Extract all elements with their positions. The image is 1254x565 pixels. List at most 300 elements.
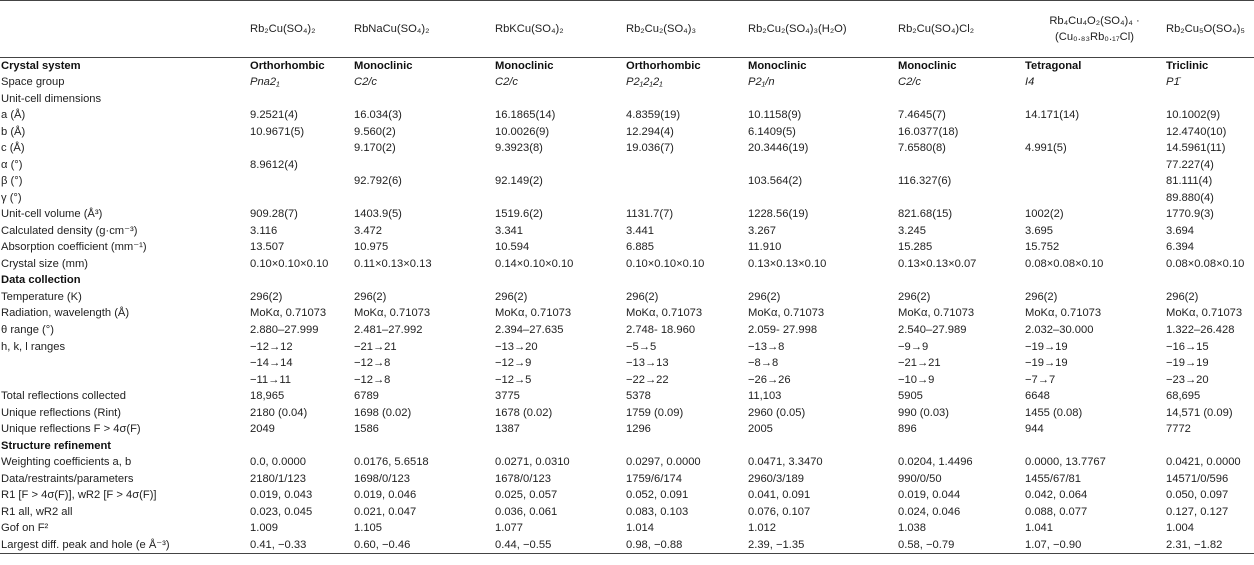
table-cell: 92.149(2) (495, 175, 543, 188)
table-cell: 1387 (495, 423, 520, 436)
table-cell: 4.8359(19) (626, 109, 681, 122)
table-cell: 0.0, 0.0000 (250, 456, 306, 469)
table-row (0, 388, 1254, 405)
table-cell (493, 273, 624, 290)
table-cell: P1̄ (1166, 76, 1180, 89)
table-cell: 16.1865(14) (495, 109, 556, 122)
table-cell: 0.083, 0.103 (626, 505, 689, 518)
table-cell: 0.10×0.10×0.10 (250, 257, 329, 270)
table-cell: 0.042, 0.064 (1025, 489, 1088, 502)
table-cell: 12.4740(10) (1166, 125, 1227, 138)
table-cell: 6.1409(5) (748, 125, 796, 138)
table-cell: 0.019, 0.046 (354, 489, 417, 502)
table-cell: 0.98, −0.88 (624, 537, 746, 554)
table-cell: 2.394–27.635 (495, 324, 564, 336)
table-row (0, 223, 1254, 240)
table-cell: Orthorhombic (250, 59, 325, 72)
table-cell: 14571/0/596 (1166, 472, 1229, 485)
table-cell: 0.088, 0.077 (1025, 505, 1088, 518)
table-cell: 296(2) (626, 290, 659, 303)
table-row (0, 108, 1254, 125)
table-cell: 2.748- 18.960 (626, 324, 696, 336)
table-cell: 81.111(4) (1166, 175, 1213, 188)
table-cell: 10.9671(5) (250, 125, 305, 138)
table-cell: 0.019, 0.044 (898, 489, 961, 502)
table-cell (746, 438, 896, 455)
row-label (0, 372, 240, 389)
table-cell: 944 (1025, 423, 1044, 436)
table-cell: 1296 (626, 423, 651, 436)
table-cell (1164, 273, 1254, 290)
table-cell: −9→9 (898, 340, 929, 353)
table-cell: 3.116 (250, 224, 278, 237)
table-cell: −19→19 (1025, 340, 1068, 353)
table-cell: 19.036(7) (626, 142, 674, 155)
table-cell: 6.394 (1166, 241, 1194, 254)
table-cell: C2/c (354, 76, 378, 89)
table-cell: 4.991(5) (1025, 142, 1067, 155)
table-cell: 3.341 (495, 224, 523, 237)
table-cell: 0.11×0.13×0.13 (354, 257, 432, 270)
table-cell (1023, 124, 1164, 141)
table-cell (624, 174, 746, 191)
table-cell: −13→8 (748, 340, 785, 353)
table-cell: −12→12 (250, 340, 293, 353)
column-header-rbnacu-so4-2: RbNaCu(SO₄)₂ (352, 1, 493, 58)
table-cell: 1455/67/81 (1025, 472, 1081, 485)
table-cell: 10.975 (354, 241, 389, 254)
table-cell: −16→15 (1166, 340, 1209, 353)
table-cell: 0.024, 0.046 (898, 505, 961, 518)
table-cell: 990/0/50 (898, 472, 942, 485)
table-cell: 296(2) (354, 290, 387, 303)
table-cell: 0.60, −0.46 (352, 537, 493, 554)
table-cell (1023, 438, 1164, 455)
row-label: Unique reflections (Rint) (1, 406, 122, 419)
table-cell (624, 273, 746, 290)
table-row (0, 256, 1254, 273)
table-cell (240, 174, 352, 191)
table-cell: 896 (898, 423, 917, 436)
table-cell (240, 141, 352, 158)
table-cell: −10→9 (898, 373, 935, 386)
table-cell: 0.10×0.10×0.10 (626, 257, 705, 270)
table-cell: Tetragonal (1025, 59, 1082, 72)
table-row (0, 289, 1254, 306)
table-cell: 2960/3/189 (748, 472, 804, 485)
table-cell: 1678/0/123 (495, 472, 551, 485)
row-label: β (°) (1, 175, 23, 188)
table-cell: Monoclinic (354, 59, 413, 72)
table-cell: 15.752 (1025, 241, 1060, 254)
row-label: Data/restraints/parameters (1, 472, 134, 485)
table-row (0, 537, 1254, 554)
row-label: R1 [F > 4σ(F)], wR2 [F > 4σ(F)] (1, 489, 157, 502)
table-cell (352, 157, 493, 174)
table-cell: 6648 (1025, 390, 1050, 403)
table-cell: 0.021, 0.047 (354, 505, 417, 518)
table-cell: 3.267 (748, 224, 776, 237)
table-cell: 1.077 (495, 522, 523, 535)
column-header-label (0, 1, 240, 58)
table-cell (240, 91, 352, 108)
table-cell: 7.4645(7) (898, 109, 946, 122)
table-cell: 1131.7(7) (626, 208, 674, 221)
table-cell (896, 190, 1023, 207)
table-cell: 909.28(7) (250, 208, 298, 221)
table-cell: 1.004 (1166, 522, 1194, 535)
table-cell (1164, 438, 1254, 455)
table-cell (746, 273, 896, 290)
table-row (0, 405, 1254, 422)
table-cell: 2049 (250, 423, 275, 436)
table-cell: 0.050, 0.097 (1166, 489, 1229, 502)
table-cell: 1770.9(3) (1166, 208, 1214, 221)
table-cell (352, 91, 493, 108)
table-cell (746, 190, 896, 207)
row-label (0, 355, 240, 372)
table-cell: 0.076, 0.107 (748, 505, 811, 518)
table-cell: MoKα, 0.71073 (250, 307, 327, 320)
table-cell: 9.560(2) (354, 125, 396, 138)
table-cell: Triclinic (1166, 59, 1209, 72)
table-cell: −26→26 (748, 373, 791, 386)
table-cell: 1759/6/174 (626, 472, 682, 485)
table-cell: MoKα, 0.71073 (354, 307, 431, 320)
table-cell: 2005 (748, 423, 773, 436)
table-cell: 1.105 (354, 522, 382, 535)
table-cell: MoKα, 0.71073 (495, 307, 572, 320)
table-cell: 92.792(6) (354, 175, 402, 188)
table-cell: 77.227(4) (1166, 158, 1214, 171)
table-row (0, 75, 1254, 92)
table-cell (624, 91, 746, 108)
table-cell: 0.41, −0.33 (240, 537, 352, 554)
table-row (0, 91, 1254, 108)
table-cell (896, 273, 1023, 290)
table-cell: −13→13 (626, 357, 669, 370)
table-cell (1164, 91, 1254, 108)
column-header-rbkcu-so4-2: RbKCu(SO₄)₂ (493, 1, 624, 58)
table-cell: 20.3446(19) (748, 142, 809, 155)
table-cell: 0.127, 0.127 (1166, 505, 1229, 518)
table-cell: 0.0421, 0.0000 (1166, 456, 1241, 469)
table-cell: 1.014 (626, 522, 654, 535)
table-cell: 2180 (0.04) (250, 406, 308, 419)
table-cell: 8.9612(4) (250, 158, 298, 171)
table-cell (896, 438, 1023, 455)
table-cell (240, 190, 352, 207)
table-cell: 990 (0.03) (898, 406, 949, 419)
table-header (0, 1, 1254, 58)
table-cell: 0.041, 0.091 (748, 489, 811, 502)
table-cell: 1.07, −0.90 (1023, 537, 1164, 554)
table-cell: 1.009 (250, 522, 278, 535)
table-cell: 68,695 (1166, 390, 1201, 403)
table-cell (493, 91, 624, 108)
table-cell: −12→8 (354, 357, 391, 370)
table-cell: 11.910 (748, 241, 782, 254)
table-cell: 1403.9(5) (354, 208, 402, 221)
table-cell: 1228.56(19) (748, 208, 809, 221)
table-cell: 296(2) (898, 290, 931, 303)
table-cell: Orthorhombic (626, 59, 701, 72)
table-cell: −19→19 (1025, 357, 1068, 370)
table-cell: −12→5 (495, 373, 532, 386)
table-cell (493, 438, 624, 455)
column-header-rb2cu5o-so4-5: Rb₂Cu₅O(SO₄)₅ (1164, 1, 1254, 58)
table-cell: 0.0297, 0.0000 (626, 456, 701, 469)
table-cell: 0.0204, 1.4496 (898, 456, 973, 469)
table-cell: P2₁/n (748, 76, 775, 89)
table-cell: 0.0176, 5.6518 (354, 456, 429, 469)
table-cell: 1455 (0.08) (1025, 406, 1083, 419)
table-cell: 1698 (0.02) (354, 406, 412, 419)
row-label: h, k, l ranges (1, 340, 66, 353)
row-label: Unit-cell volume (Å³) (1, 208, 103, 221)
table-cell (624, 438, 746, 455)
table-cell: 3.245 (898, 224, 926, 237)
table-row (0, 306, 1254, 323)
table-cell (746, 157, 896, 174)
table-cell: Pna2₁ (250, 76, 280, 89)
table-row (0, 372, 1254, 389)
column-header-rb4cu4o2-so4-4: Rb₄Cu₄O₂(SO₄)₄ · (Cu₀.₈₃Rb₀.₁₇Cl) (1023, 1, 1164, 58)
table-cell: 2.31, −1.82 (1164, 537, 1254, 554)
table-row (0, 174, 1254, 191)
column-header-rb2cu-so4-cl2: Rb₂Cu(SO₄)Cl₂ (896, 1, 1023, 58)
table-cell: 0.58, −0.79 (896, 537, 1023, 554)
section-title: Crystal system (1, 59, 81, 72)
table-cell (1023, 174, 1164, 191)
section-title: Structure refinement (1, 439, 112, 452)
section-header-row (0, 58, 1254, 75)
table-cell: 2.032–30.000 (1025, 324, 1094, 336)
table-cell: −19→19 (1166, 357, 1209, 370)
table-cell: MoKα, 0.71073 (748, 307, 825, 320)
table-cell: 10.1002(9) (1166, 109, 1221, 122)
table-cell: −14→14 (250, 357, 293, 370)
table-cell (1023, 273, 1164, 290)
table-cell: 0.0000, 13.7767 (1025, 456, 1106, 469)
row-label: Radiation, wavelength (Å) (1, 307, 130, 320)
row-label: Absorption coefficient (mm⁻¹) (1, 241, 147, 254)
row-label: Space group (1, 76, 65, 89)
table-cell: 10.0026(9) (495, 125, 550, 138)
table-cell (1023, 190, 1164, 207)
table-cell: P2₁2₁2₁ (626, 76, 663, 89)
table-cell: 3.695 (1025, 224, 1053, 237)
table-cell: 1.038 (898, 522, 926, 535)
table-row (0, 487, 1254, 504)
table-cell: C2/c (898, 76, 922, 89)
table-cell (240, 438, 352, 455)
table-cell: 0.44, −0.55 (493, 537, 624, 554)
row-label: γ (°) (1, 191, 22, 204)
table-cell (746, 91, 896, 108)
table-cell: 1678 (0.02) (495, 406, 553, 419)
table-cell: 1.012 (748, 522, 776, 535)
section-header-row (0, 273, 1254, 290)
table-cell: 1586 (354, 423, 379, 436)
table-cell: 14,571 (0.09) (1166, 406, 1233, 419)
table-row (0, 240, 1254, 257)
table-cell: 9.3923(8) (495, 142, 543, 155)
table-cell: C2/c (495, 76, 519, 89)
table-cell: 103.564(2) (748, 175, 803, 188)
table-cell: −11→11 (250, 373, 291, 386)
table-cell: 116.327(6) (898, 175, 952, 188)
table-cell: −23→20 (1166, 373, 1209, 386)
table-cell: 0.019, 0.043 (250, 489, 313, 502)
table-cell: 3.441 (626, 224, 654, 237)
row-label: Unique reflections F > 4σ(F) (1, 423, 141, 436)
table-cell (896, 91, 1023, 108)
table-cell: 296(2) (1166, 290, 1199, 303)
table-row (0, 471, 1254, 488)
table-cell: 0.0271, 0.0310 (495, 456, 570, 469)
table-cell: 3.694 (1166, 224, 1194, 237)
table-row (0, 339, 1254, 356)
table-row (0, 504, 1254, 521)
table-cell: 16.034(3) (354, 109, 402, 122)
table-cell: Monoclinic (898, 59, 957, 72)
table-cell: 296(2) (748, 290, 781, 303)
row-label: b (Å) (1, 125, 26, 138)
table-cell: 6.885 (626, 241, 654, 254)
table-cell: Monoclinic (748, 59, 807, 72)
table-cell (240, 273, 352, 290)
table-cell: −8→8 (748, 357, 779, 370)
table-cell: −12→9 (495, 357, 532, 370)
table-cell: 3.472 (354, 224, 382, 237)
table-cell: 18,965 (250, 390, 285, 403)
table-cell (493, 157, 624, 174)
table-cell: 1519.6(2) (495, 208, 543, 221)
table-cell: 5378 (626, 390, 651, 403)
column-header-rb2cu2-so4-3-h2o: Rb₂Cu₂(SO₄)₃(H₂O) (746, 1, 896, 58)
table-cell: 0.036, 0.061 (495, 505, 558, 518)
table-cell: 1.041 (1025, 522, 1053, 535)
table-row (0, 322, 1254, 339)
table-cell: 2.39, −1.35 (746, 537, 896, 554)
table-cell (352, 438, 493, 455)
row-label: a (Å) (1, 109, 26, 122)
table-cell: 11,103 (748, 390, 782, 403)
table-row (0, 124, 1254, 141)
table-row (0, 190, 1254, 207)
table-cell (624, 157, 746, 174)
table-row (0, 141, 1254, 158)
table-cell: 0.14×0.10×0.10 (495, 257, 574, 270)
table-cell (352, 273, 493, 290)
table-body (0, 58, 1254, 554)
table-cell: 14.171(14) (1025, 109, 1080, 122)
section-header-row (0, 438, 1254, 455)
table-cell (352, 190, 493, 207)
table-cell: 1698/0/123 (354, 472, 410, 485)
header-row (0, 1, 1254, 58)
table-cell: 7.6580(8) (898, 142, 946, 155)
table-cell: 2.540–27.989 (898, 324, 967, 336)
row-label: Calculated density (g·cm⁻³) (1, 224, 138, 237)
table-cell (1023, 157, 1164, 174)
table-cell: 0.08×0.08×0.10 (1025, 257, 1104, 270)
column-header-rb2cu-so4-2: Rb₂Cu(SO₄)₂ (240, 1, 352, 58)
table-cell: 0.023, 0.045 (250, 505, 313, 518)
table-cell: −22→22 (626, 373, 669, 386)
table-cell: 9.170(2) (354, 142, 396, 155)
table-cell: 9.2521(4) (250, 109, 298, 122)
table-cell: 12.294(4) (626, 125, 674, 138)
row-label: c (Å) (1, 142, 25, 155)
table-cell: 2960 (0.05) (748, 406, 806, 419)
table-cell: 821.68(15) (898, 208, 953, 221)
table-cell: 6789 (354, 390, 379, 403)
table-cell: 1.322–26.428 (1166, 324, 1235, 336)
section-title: Data collection (1, 274, 81, 287)
table-row (0, 157, 1254, 174)
table-cell: 89.880(4) (1166, 191, 1214, 204)
table-cell: 7772 (1166, 423, 1191, 436)
table-cell: −21→21 (354, 340, 397, 353)
table-cell: 5905 (898, 390, 923, 403)
table-cell: 2.059- 27.998 (748, 324, 818, 336)
table-row (0, 520, 1254, 537)
table-cell: 3775 (495, 390, 520, 403)
row-label: Crystal size (mm) (1, 257, 89, 270)
table-cell: 14.5961(11) (1166, 142, 1226, 155)
table-cell: 2180/1/123 (250, 472, 306, 485)
table-cell: 0.08×0.08×0.10 (1166, 257, 1245, 270)
table-cell: 0.13×0.13×0.10 (748, 257, 827, 270)
table-cell: 296(2) (250, 290, 283, 303)
table-cell: 10.1158(9) (748, 109, 802, 122)
table-cell: 13.507 (250, 241, 285, 254)
table-cell: MoKα, 0.71073 (626, 307, 703, 320)
table-cell: 2.880–27.999 (250, 324, 319, 336)
table-cell: −12→8 (354, 373, 391, 386)
table-cell: 0.052, 0.091 (626, 489, 689, 502)
table-cell: −5→5 (626, 340, 657, 353)
table-cell: 296(2) (495, 290, 528, 303)
row-label: Unit-cell dimensions (1, 92, 102, 105)
table-cell (493, 190, 624, 207)
table-cell: 2.481–27.992 (354, 324, 423, 336)
table-cell: 0.025, 0.057 (495, 489, 558, 502)
table-row (0, 207, 1254, 224)
table-cell (624, 190, 746, 207)
row-label: θ range (°) (1, 324, 54, 336)
row-label: R1 all, wR2 all (1, 505, 73, 518)
table-cell: I4 (1025, 76, 1035, 89)
table-row (0, 454, 1254, 471)
table-cell: 0.13×0.13×0.07 (898, 257, 977, 270)
table-cell: Monoclinic (495, 59, 554, 72)
row-label: Largest diff. peak and hole (e Å⁻³) (0, 537, 240, 554)
table-cell (1023, 91, 1164, 108)
table-cell: 296(2) (1025, 290, 1058, 303)
table-cell: MoKα, 0.71073 (1025, 307, 1102, 320)
table-cell: MoKα, 0.71073 (1166, 307, 1243, 320)
table-row (0, 421, 1254, 438)
table-cell: 15.285 (898, 241, 933, 254)
table-cell (896, 157, 1023, 174)
table-cell: MoKα, 0.71073 (898, 307, 975, 320)
row-label: α (°) (1, 158, 23, 171)
table-cell: −13→20 (495, 340, 538, 353)
table-cell: 10.594 (495, 241, 530, 254)
